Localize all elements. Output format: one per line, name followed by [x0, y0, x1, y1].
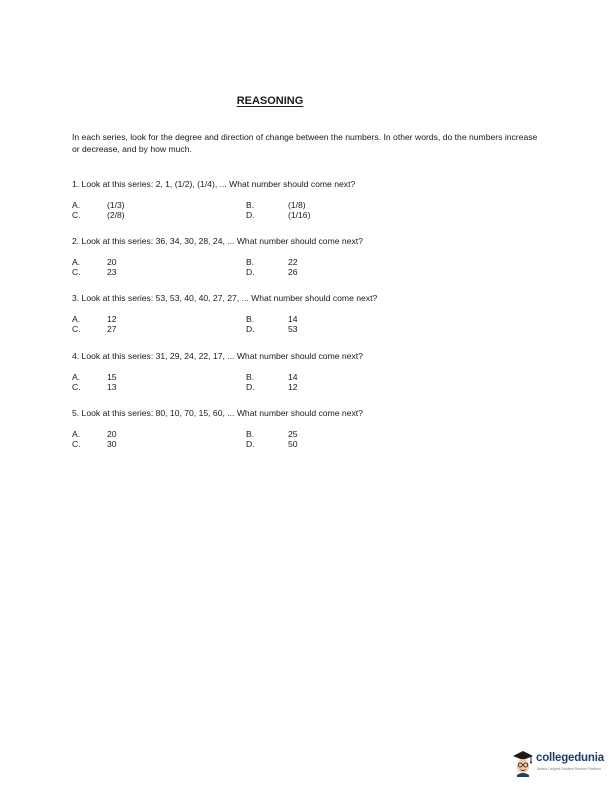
question-3	[72, 293, 542, 336]
option-value: 26	[288, 266, 298, 277]
question-2	[72, 236, 542, 279]
option-value: 14	[288, 313, 298, 324]
answer-options	[72, 314, 542, 336]
option-value: (2/8)	[107, 209, 125, 220]
option-value: 53	[288, 323, 298, 334]
option-value: 20	[107, 256, 117, 267]
option-letter: C.	[72, 323, 81, 334]
option-letter: C.	[72, 438, 81, 449]
option-letter: B.	[246, 428, 255, 439]
option-value: (1/8)	[288, 199, 306, 210]
option-letter: C.	[72, 209, 81, 220]
option-value: 15	[107, 371, 117, 382]
answer-options	[72, 372, 542, 394]
answer-options	[72, 200, 542, 222]
option-letter: A.	[72, 428, 81, 439]
question-1	[72, 179, 542, 222]
option-value: 13	[107, 381, 117, 392]
option-letter: D.	[246, 438, 255, 449]
option-value: 23	[107, 266, 117, 277]
option-value: 27	[107, 323, 117, 334]
option-value: 50	[288, 438, 298, 449]
option-letter: B.	[246, 256, 255, 267]
option-letter: D.	[246, 323, 255, 334]
option-value: 14	[288, 371, 298, 382]
option-letter: B.	[246, 371, 255, 382]
option-letter: D.	[246, 209, 255, 220]
brand-tagline: India's Largest Student Review Platform	[537, 767, 601, 771]
option-letter: B.	[246, 313, 255, 324]
question-text: 5. Look at this series: 80, 10, 70, 15, 60, ... What number should come next?	[72, 408, 363, 418]
option-letter: A.	[72, 199, 81, 210]
question-4	[72, 351, 542, 394]
option-value: 20	[107, 428, 117, 439]
question-text: 4. Look at this series: 31, 29, 24, 22, 17, ... What number should come next?	[72, 351, 363, 361]
option-value: (1/16)	[288, 209, 311, 220]
brand-name: collegedunia	[536, 752, 604, 764]
question-text: 1. Look at this series: 2, 1, (1/2), (1/4), ... What number should come next?	[72, 179, 356, 189]
option-value: 25	[288, 428, 298, 439]
answer-options	[72, 257, 542, 279]
option-value: (1/3)	[107, 199, 125, 210]
question-text: 2. Look at this series: 36, 34, 30, 28, 24, ... What number should come next?	[72, 236, 363, 246]
option-letter: D.	[246, 381, 255, 392]
option-value: 12	[107, 313, 117, 324]
option-letter: C.	[72, 266, 81, 277]
answer-options	[72, 429, 542, 451]
option-letter: B.	[246, 199, 255, 210]
option-letter: A.	[72, 313, 81, 324]
question-5	[72, 408, 542, 451]
intro-paragraph: In each series, look for the degree and direction of change between the numbers. In other words, do the numbers increase or decrease, and by how much.	[72, 132, 538, 154]
option-letter: A.	[72, 256, 81, 267]
student-mascot-icon	[512, 749, 534, 777]
collegedunia-logo	[512, 745, 612, 781]
question-text: 3. Look at this series: 53, 53, 40, 40, 27, 27, ... What number should come next?	[72, 293, 378, 303]
option-value: 12	[288, 381, 298, 392]
option-letter: A.	[72, 371, 81, 382]
option-value: 22	[288, 256, 298, 267]
option-letter: D.	[246, 266, 255, 277]
option-value: 30	[107, 438, 117, 449]
option-letter: C.	[72, 381, 81, 392]
page-title: REASONING	[236, 95, 304, 107]
